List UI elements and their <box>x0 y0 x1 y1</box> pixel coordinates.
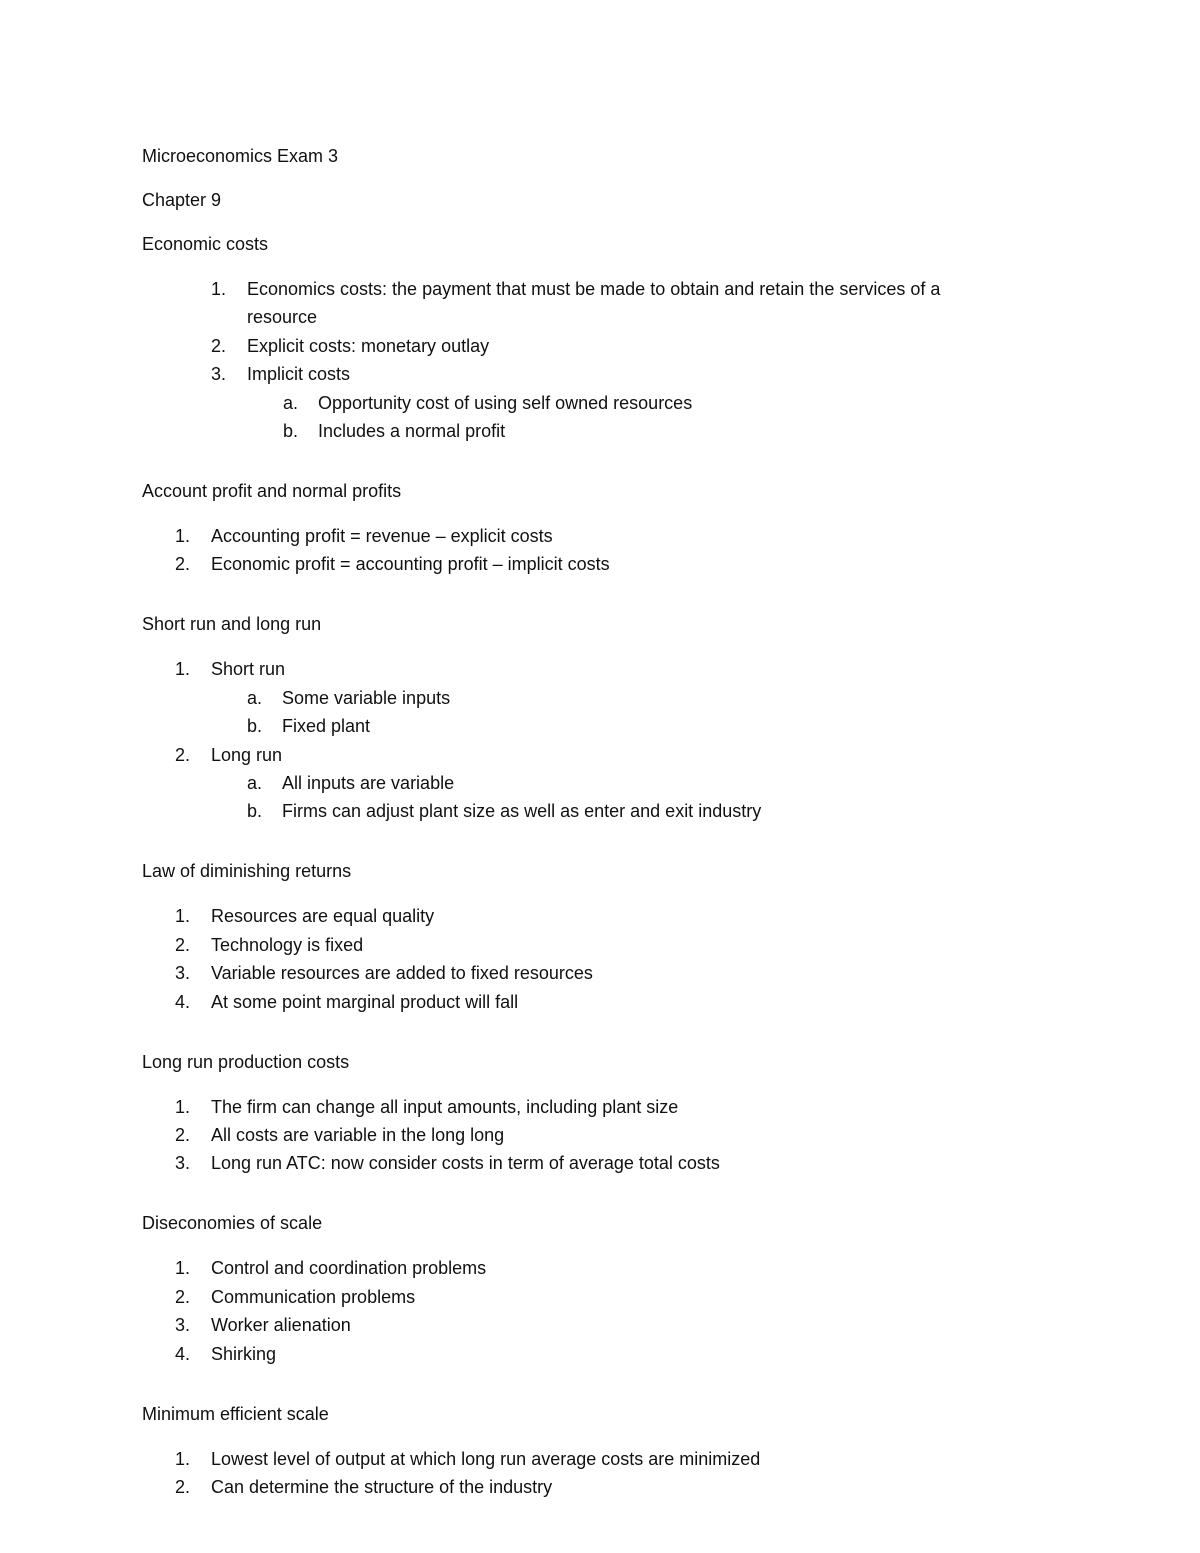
list-item-marker: 2. <box>175 554 191 575</box>
list-item-marker: 1. <box>175 1096 191 1117</box>
section-heading: Economic costs <box>142 234 269 254</box>
sub-item-marker: a. <box>247 773 263 793</box>
list-item-continuation: resource <box>247 307 318 328</box>
section-heading: Long run production costs <box>142 1051 350 1072</box>
list-item-marker: 2. <box>175 934 191 955</box>
section-heading: Account profit and normal profits <box>142 481 402 501</box>
list-item-marker: 2. <box>175 1125 191 1145</box>
sub-list-item: Firms can adjust plant size as well as enter and exit industry <box>282 801 762 822</box>
list-item: Communication problems <box>211 1286 416 1307</box>
list-item-marker: 1. <box>175 1258 191 1279</box>
list-item: Worker alienation <box>211 1315 351 1336</box>
list-item: Can determine the structure of the industry <box>211 1477 553 1497</box>
list-item-marker: 4. <box>175 991 191 1012</box>
list-item-marker: 1. <box>211 279 227 299</box>
list-item: Accounting profit = revenue – explicit costs <box>211 526 553 546</box>
list-item: Long run <box>211 744 283 765</box>
section-heading: Short run and long run <box>142 614 322 635</box>
list-item: Economic profit = accounting profit – implicit costs <box>211 554 610 575</box>
list-item: Variable resources are added to fixed resources <box>211 963 593 984</box>
list-item-marker: 2. <box>211 335 227 356</box>
list-item: Lowest level of output at which long run average costs are minimized <box>211 1448 761 1469</box>
list-item: Shirking <box>211 1343 277 1364</box>
list-item-marker: 2. <box>175 1477 191 1497</box>
document-title: Microeconomics Exam 3 <box>142 146 339 166</box>
list-item: Resources are equal quality <box>211 906 435 927</box>
chapter-label: Chapter 9 <box>142 190 222 210</box>
sub-list-item: Includes a normal profit <box>318 421 506 441</box>
section-heading: Minimum efficient scale <box>142 1403 329 1424</box>
list-item: All costs are variable in the long long <box>211 1125 505 1145</box>
list-item-marker: 2. <box>175 744 191 765</box>
section-heading: Diseconomies of scale <box>142 1213 323 1234</box>
list-item-marker: 3. <box>211 364 227 385</box>
sub-list-item: Some variable inputs <box>282 687 451 708</box>
list-item-marker: 1. <box>175 1448 191 1469</box>
list-item: Control and coordination problems <box>211 1258 487 1279</box>
list-item-marker: 1. <box>175 906 191 927</box>
list-item: Technology is fixed <box>211 934 364 955</box>
sub-list-item: All inputs are variable <box>282 773 455 793</box>
list-item: The firm can change all input amounts, including plant size <box>211 1096 679 1117</box>
sub-item-marker: b. <box>247 716 263 737</box>
list-item-marker: 3. <box>175 1315 191 1336</box>
list-item-marker: 4. <box>175 1343 191 1364</box>
list-item-marker: 1. <box>175 526 191 546</box>
sub-list-item: Fixed plant <box>282 716 371 737</box>
list-item-marker: 3. <box>175 1153 191 1174</box>
list-item-marker: 3. <box>175 963 191 984</box>
list-item: Long run ATC: now consider costs in term of average total costs <box>211 1153 720 1174</box>
sub-item-marker: a. <box>247 687 263 708</box>
sub-item-marker: b. <box>247 801 263 822</box>
list-item: Short run <box>211 659 286 680</box>
sub-item-marker: a. <box>283 392 299 413</box>
sub-list-item: Opportunity cost of using self owned resources <box>318 392 693 413</box>
list-item: At some point marginal product will fall <box>211 991 519 1012</box>
section-heading: Law of diminishing returns <box>142 861 352 882</box>
list-item: Economics costs: the payment that must be made to obtain and retain the services of a <box>247 279 941 299</box>
sub-item-marker: b. <box>283 421 299 441</box>
list-item: Explicit costs: monetary outlay <box>247 335 490 356</box>
list-item-marker: 1. <box>175 659 191 680</box>
list-item-marker: 2. <box>175 1286 191 1307</box>
list-item: Implicit costs <box>247 364 351 385</box>
